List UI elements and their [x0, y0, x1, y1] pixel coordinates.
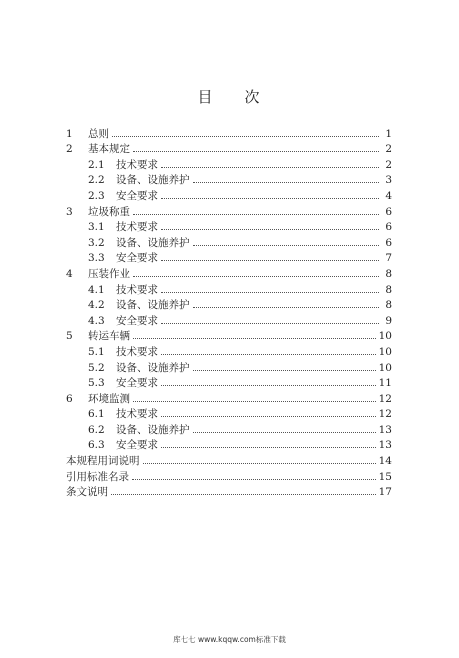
- toc-entry-page: 13: [378, 439, 392, 452]
- dot-leader: [161, 322, 379, 324]
- toc-entry[interactable]: [66, 311, 392, 327]
- toc-entry-number: 3.2: [88, 236, 105, 249]
- toc-entry[interactable]: [66, 483, 392, 499]
- toc-entry-label: 安全要求: [116, 252, 158, 265]
- toc-entry-page: 10: [378, 330, 392, 343]
- toc-entry[interactable]: [66, 186, 392, 202]
- toc-entry[interactable]: [66, 171, 392, 187]
- toc-entry-number: 5.2: [88, 361, 105, 374]
- toc-entry-page: 2: [385, 143, 392, 156]
- toc-entry-label: 设备、设施养护: [116, 423, 190, 436]
- toc-entry-page: 3: [385, 174, 392, 187]
- toc-entry-page: 12: [378, 408, 392, 421]
- dot-leader: [161, 415, 376, 417]
- toc-entry[interactable]: [66, 124, 392, 140]
- toc-entry-number: 4.3: [88, 314, 105, 327]
- toc-entry-page: 14: [378, 455, 392, 468]
- toc-entry-number: 6.3: [88, 439, 105, 452]
- toc-entry[interactable]: [66, 327, 392, 343]
- dot-leader: [133, 275, 379, 277]
- footer-watermark: 库七七 www.kqqw.com标准下载: [173, 635, 286, 644]
- dot-leader: [193, 306, 380, 308]
- toc-entry-page: 4: [385, 189, 392, 202]
- toc-entry[interactable]: [66, 405, 392, 421]
- toc-entry-page: 11: [378, 377, 392, 390]
- toc-entry-page: 2: [385, 158, 392, 171]
- toc-entry-page: 10: [378, 361, 392, 374]
- toc-entry[interactable]: [66, 218, 392, 234]
- toc-entry-page: 6: [385, 236, 392, 249]
- toc-entry-label: 技术要求: [116, 283, 158, 296]
- dot-leader: [161, 166, 379, 168]
- toc-entry-page: 1: [385, 127, 392, 140]
- toc-entry[interactable]: [66, 451, 392, 467]
- title-char-2: 次: [244, 88, 262, 106]
- toc-entry-number: 6.2: [88, 423, 105, 436]
- toc-entry-page: 8: [385, 267, 392, 280]
- toc-entry[interactable]: [66, 233, 392, 249]
- dot-leader: [193, 181, 380, 183]
- toc-entry-label: 设备、设施养护: [116, 299, 190, 312]
- dot-leader: [161, 259, 379, 261]
- toc-entry-label: 压装作业: [88, 267, 130, 280]
- dot-leader: [143, 462, 376, 464]
- toc-entry[interactable]: [66, 358, 392, 374]
- toc-entry-label: 安全要求: [116, 189, 158, 202]
- toc-entry-number: 4: [66, 267, 73, 280]
- table-of-contents: [66, 124, 392, 498]
- toc-entry[interactable]: [66, 374, 392, 390]
- dot-leader: [133, 150, 379, 152]
- toc-entry-number: 5.1: [88, 345, 105, 358]
- dot-leader: [193, 244, 380, 246]
- toc-entry-page: 6: [385, 221, 392, 234]
- toc-entry-page: 17: [378, 486, 392, 499]
- toc-entry-number: 1: [66, 127, 73, 140]
- toc-entry-label: 转运车辆: [88, 330, 130, 343]
- dot-leader: [193, 369, 376, 371]
- toc-entry-page: 13: [378, 423, 392, 436]
- toc-entry-number: 5: [66, 330, 73, 343]
- toc-entry-label: 安全要求: [116, 377, 158, 390]
- title-char-1: 目: [197, 88, 215, 106]
- toc-entry-label: 条文说明: [66, 486, 108, 499]
- toc-entry-number: 2.2: [88, 174, 105, 187]
- toc-entry-page: 7: [385, 252, 392, 265]
- toc-entry-label: 垃圾称重: [88, 205, 130, 218]
- toc-entry-number: 6.1: [88, 408, 105, 421]
- toc-entry-label: 环境监测: [88, 392, 130, 405]
- toc-entry-label: 技术要求: [116, 158, 158, 171]
- dot-leader: [161, 384, 376, 386]
- dot-leader: [161, 353, 376, 355]
- toc-entry-number: 6: [66, 392, 73, 405]
- toc-entry-label: 安全要求: [116, 439, 158, 452]
- toc-entry-number: 2.1: [88, 158, 105, 171]
- dot-leader: [133, 213, 379, 215]
- toc-entry-number: 2.3: [88, 189, 105, 202]
- dot-leader: [112, 135, 379, 137]
- toc-entry-label: 技术要求: [116, 408, 158, 421]
- toc-entry[interactable]: [66, 264, 392, 280]
- toc-entry-label: 引用标准名录: [66, 470, 129, 483]
- toc-entry-page: 10: [378, 345, 392, 358]
- page-title: [0, 86, 459, 107]
- dot-leader: [161, 228, 379, 230]
- dot-leader: [111, 493, 376, 495]
- dot-leader: [133, 400, 376, 402]
- toc-entry-label: 本规程用词说明: [66, 455, 140, 468]
- dot-leader: [161, 197, 379, 199]
- dot-leader: [161, 291, 379, 293]
- toc-entry-label: 安全要求: [116, 314, 158, 327]
- toc-entry-label: 技术要求: [116, 221, 158, 234]
- toc-entry-number: 3.3: [88, 252, 105, 265]
- toc-entry-label: 总则: [88, 127, 109, 140]
- toc-entry-number: 3.1: [88, 221, 105, 234]
- toc-entry[interactable]: [66, 202, 392, 218]
- toc-entry[interactable]: [66, 296, 392, 312]
- toc-entry-page: 12: [378, 392, 392, 405]
- toc-entry-number: 4.1: [88, 283, 105, 296]
- toc-entry-page: 8: [385, 283, 392, 296]
- toc-entry-page: 9: [385, 314, 392, 327]
- toc-entry[interactable]: [66, 249, 392, 265]
- toc-entry[interactable]: [66, 436, 392, 452]
- dot-leader: [193, 431, 376, 433]
- dot-leader: [133, 337, 376, 339]
- toc-entry-label: 设备、设施养护: [116, 236, 190, 249]
- toc-entry[interactable]: [66, 420, 392, 436]
- toc-entry[interactable]: [66, 140, 392, 156]
- toc-entry-label: 设备、设施养护: [116, 361, 190, 374]
- dot-leader: [132, 478, 376, 480]
- toc-entry-label: 设备、设施养护: [116, 174, 190, 187]
- toc-entry-number: 3: [66, 205, 73, 218]
- dot-leader: [161, 446, 376, 448]
- toc-entry-number: 5.3: [88, 377, 105, 390]
- toc-entry[interactable]: [66, 389, 392, 405]
- toc-entry[interactable]: [66, 280, 392, 296]
- toc-entry-page: 15: [378, 470, 392, 483]
- toc-entry-page: 6: [385, 205, 392, 218]
- toc-entry-label: 技术要求: [116, 345, 158, 358]
- toc-entry-label: 基本规定: [88, 143, 130, 156]
- toc-entry[interactable]: [66, 155, 392, 171]
- toc-entry-number: 2: [66, 143, 73, 156]
- toc-entry-number: 4.2: [88, 299, 105, 312]
- toc-entry-page: 8: [385, 299, 392, 312]
- toc-entry[interactable]: [66, 467, 392, 483]
- toc-entry[interactable]: [66, 342, 392, 358]
